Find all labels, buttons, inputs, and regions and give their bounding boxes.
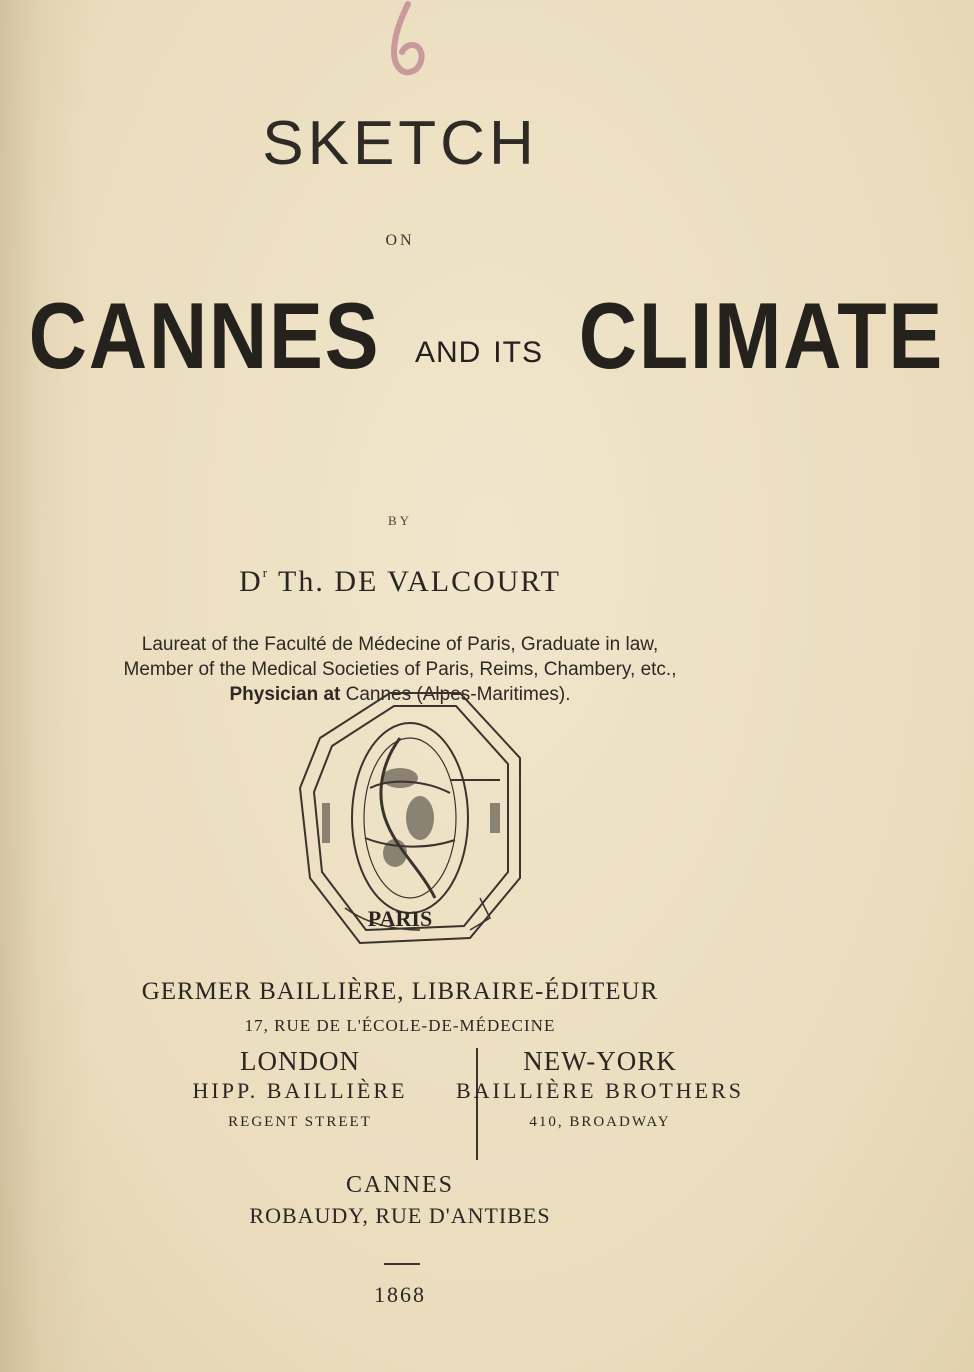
title-and: AND (414, 336, 482, 369)
title-on: ON (385, 232, 415, 249)
title-sketch: SKETCH (262, 109, 538, 178)
credentials-line-1: Laureat of the Faculté de Médecine of Paris, Graduate in law, (141, 634, 659, 655)
credentials-line-2: Member of the Medical Societies of Paris, Reims, Chambery, etc., (123, 659, 677, 680)
credentials-bold: Physician at (229, 684, 341, 705)
main-title (0, 282, 944, 390)
author (0, 565, 800, 599)
stamp-mark-icon (370, 0, 440, 80)
branch-london-city: LONDON (240, 1046, 360, 1076)
branch-london-name: HIPP. BAILLIÈRE (192, 1078, 408, 1103)
branch-newyork-name: BAILLIÈRE BROTHERS (455, 1078, 745, 1103)
author-prefix-sup: r (262, 565, 270, 580)
svg-text:PARIS: PARIS (367, 906, 433, 931)
title-climate: CLIMATE (578, 283, 944, 388)
branch-newyork-city: NEW-YORK (523, 1046, 677, 1076)
credentials-rest: Cannes (Alpes-Maritimes). (340, 684, 571, 705)
branch-newyork-street: 410, BROADWAY (529, 1114, 671, 1130)
publisher-name: GERMER BAILLIÈRE, LIBRAIRE-ÉDITEUR (141, 978, 659, 1005)
branch-newyork (410, 1046, 790, 1138)
by-label: BY (387, 513, 413, 528)
title-cannes: CANNES (28, 283, 381, 388)
publisher-address: 17, RUE DE L'ÉCOLE-DE-MÉDECINE (244, 1016, 556, 1035)
branch-london (150, 1046, 450, 1138)
author-name: Th. DE VALCOURT (278, 565, 561, 598)
author-prefix: D (239, 565, 263, 598)
year-divider (384, 1263, 420, 1265)
publisher-seal-emblem (250, 668, 560, 968)
publication-year: 1868 (374, 1282, 426, 1307)
local-seller: ROBAUDY, RUE D'ANTIBES (249, 1203, 551, 1228)
local-city: CANNES (345, 1172, 454, 1198)
branch-london-street: REGENT STREET (228, 1114, 372, 1130)
title-its: ITS (493, 336, 543, 369)
